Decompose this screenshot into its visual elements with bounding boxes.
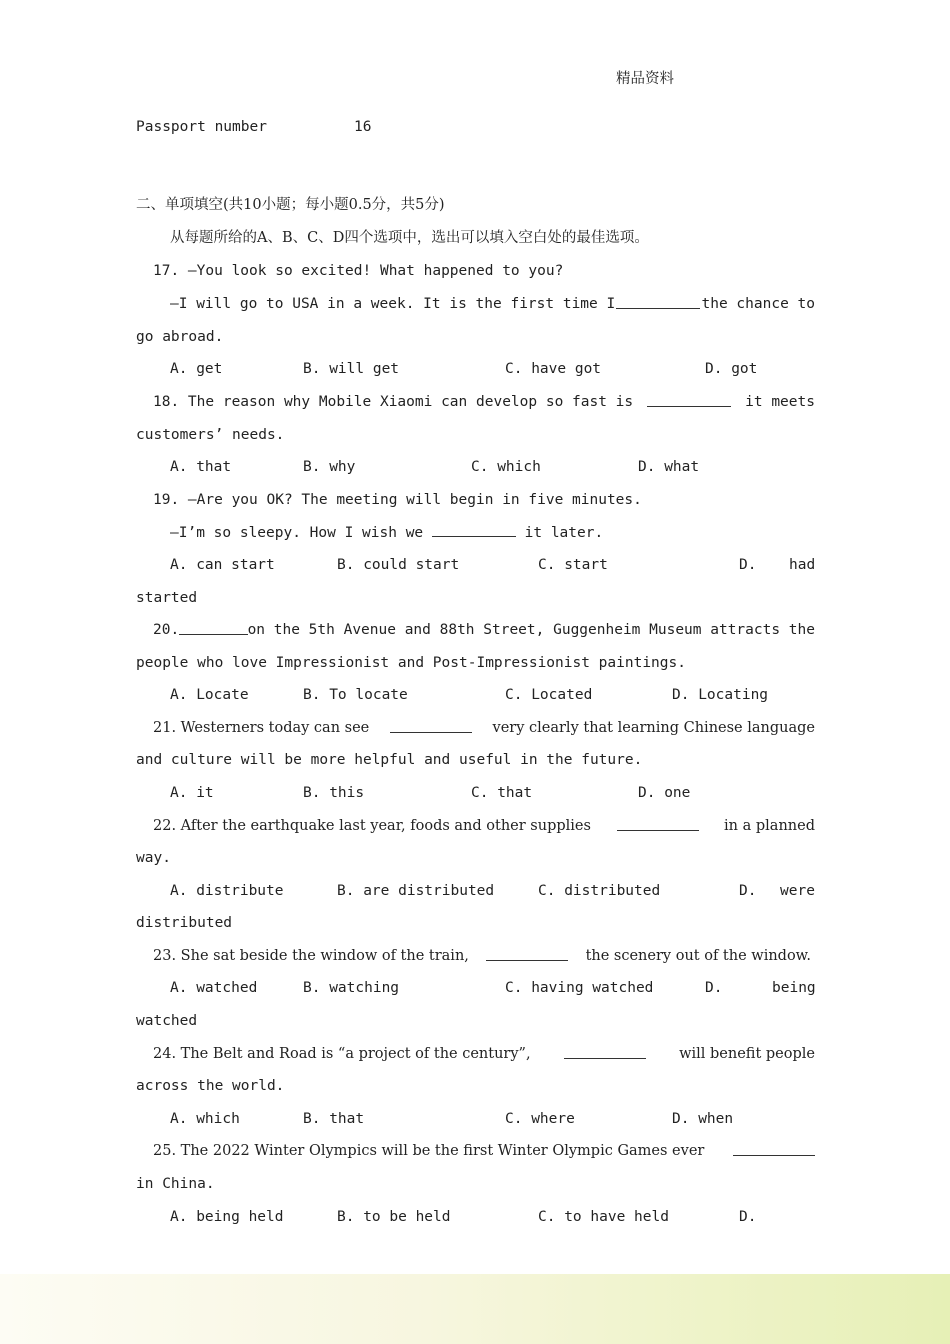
section-title: 二、单项填空(共10小题；每小题0.5分，共5分): [136, 197, 445, 213]
q22-line1-end: in a planned: [724, 818, 815, 834]
q17-option-d: D. got: [705, 361, 758, 377]
q17-line3: go abroad.: [136, 329, 224, 345]
q21-option-d: D. one: [638, 785, 691, 801]
q18-blank: [647, 393, 731, 407]
q19-option-a: A. can start: [170, 557, 275, 573]
q18-option-a: A. that: [170, 459, 232, 475]
q21-line2: and culture will be more helpful and useful in the future.: [136, 752, 643, 768]
q21-option-b: B. this: [303, 785, 365, 801]
q20-line2: people who love Impressionist and Post-Impressionist paintings.: [136, 655, 686, 671]
q17-line2-text: —I will go to USA in a week. It is the first time I: [170, 296, 616, 312]
q21-line1-text: 21. Westerners today can see: [153, 720, 370, 736]
q22-line1: [153, 817, 815, 835]
q20-line1-number: 20.: [153, 622, 180, 638]
q23-line1-text: 23. She sat beside the window of the train,: [153, 948, 469, 964]
q22-option-d-tail: distributed: [136, 915, 233, 931]
q23-option-d: D.: [705, 980, 723, 996]
q23-option-c: C. having watched: [505, 980, 654, 996]
q18-line1-text: 18. The reason why Mobile Xiaomi can develop so fast is: [153, 394, 634, 410]
q25-line2: in China.: [136, 1176, 215, 1192]
q20-option-d: D. Locating: [672, 687, 769, 703]
q24-line1: [153, 1045, 815, 1063]
q19-line2-text: —I’m so sleepy. How I wish we: [170, 525, 424, 541]
page-bottom-decoration: [0, 1274, 950, 1344]
q23-option-d-text: being: [772, 980, 816, 996]
q21-option-a: A. it: [170, 785, 214, 801]
q19-line2: [170, 523, 603, 542]
q25-line1: [153, 1142, 815, 1160]
q25-option-b: B. to be held: [337, 1209, 451, 1225]
q18-line1-end: it meets: [745, 394, 815, 410]
q23-blank: [486, 947, 568, 961]
q18-line2: customers’ needs.: [136, 427, 285, 443]
q19-option-d: D.: [739, 557, 757, 573]
q17-line2-end: the chance to: [701, 296, 815, 312]
q19-line1: 19. —Are you OK? The meeting will begin in five minutes.: [153, 492, 642, 508]
q19-blank: [432, 523, 516, 537]
q21-line1-end: very clearly that learning Chinese language: [492, 720, 815, 736]
q18-option-c: C. which: [471, 459, 541, 475]
q19-option-b: B. could start: [337, 557, 460, 573]
q22-line1-text: 22. After the earthquake last year, foods and other supplies: [153, 818, 591, 834]
q23-option-b: B. watching: [303, 980, 400, 996]
q20-option-a: A. Locate: [170, 687, 249, 703]
q24-option-a: A. which: [170, 1111, 240, 1127]
q19-line2-end: it later.: [524, 525, 604, 541]
page-header-label: 精品资料: [616, 71, 674, 87]
q22-option-c: C. distributed: [538, 883, 661, 899]
q23-option-d-tail: watched: [136, 1013, 198, 1029]
q21-line1: [153, 719, 815, 737]
q24-option-c: C. where: [505, 1111, 575, 1127]
q17-option-b: B. will get: [303, 361, 400, 377]
q19-option-d-tail: started: [136, 590, 198, 606]
q24-blank: [564, 1045, 646, 1059]
q24-line2: across the world.: [136, 1078, 285, 1094]
q21-blank: [390, 719, 472, 733]
q18-line1: [153, 393, 815, 411]
q25-line1-text: 25. The 2022 Winter Olympics will be the first Winter Olympic Games ever: [153, 1143, 705, 1159]
q22-option-b: B. are distributed: [337, 883, 495, 899]
q17-option-a: A. get: [170, 361, 223, 377]
q18-option-d: D. what: [638, 459, 700, 475]
q25-option-a: A. being held: [170, 1209, 284, 1225]
q23-option-a: A. watched: [170, 980, 258, 996]
q24-line1-text: 24. The Belt and Road is “a project of the century”,: [153, 1046, 531, 1062]
q22-option-a: A. distribute: [170, 883, 284, 899]
q18-option-b: B. why: [303, 459, 356, 475]
q17-option-c: C. have got: [505, 361, 602, 377]
q20-line1: [153, 621, 815, 639]
q22-line2: way.: [136, 850, 171, 866]
q24-option-d: D. when: [672, 1111, 734, 1127]
q22-blank: [617, 817, 699, 831]
section-instruction: 从每题所给的A、B、C、D四个选项中，选出可以填入空白处的最佳选项。: [170, 230, 649, 246]
q22-option-d: D.: [739, 883, 757, 899]
q19-option-c: C. start: [538, 557, 608, 573]
q23-line1: [153, 947, 811, 965]
q20-blank: [179, 621, 247, 635]
q23-line1-end: the scenery out of the window.: [585, 948, 811, 964]
passport-number-label: Passport number: [136, 119, 267, 135]
q20-line1-text: on the 5th Avenue and 88th Street, Guggenheim Museum attracts the: [247, 622, 815, 638]
q19-option-d-text: had: [789, 557, 816, 573]
passport-number-value: 16: [354, 119, 372, 135]
q20-option-b: B. To locate: [303, 687, 408, 703]
q17-blank: [616, 295, 700, 309]
q24-line1-end: will benefit people: [679, 1046, 815, 1062]
q20-option-c: C. Located: [505, 687, 593, 703]
q25-option-d: D.: [739, 1209, 757, 1225]
q24-option-b: B. that: [303, 1111, 365, 1127]
q17-line1: 17. —You look so excited! What happened to you?: [153, 263, 564, 279]
q21-option-c: C. that: [471, 785, 533, 801]
q25-blank: [733, 1142, 815, 1156]
q25-option-c: C. to have held: [538, 1209, 669, 1225]
q22-option-d-text: were: [780, 883, 815, 899]
q17-line2: [170, 295, 815, 313]
